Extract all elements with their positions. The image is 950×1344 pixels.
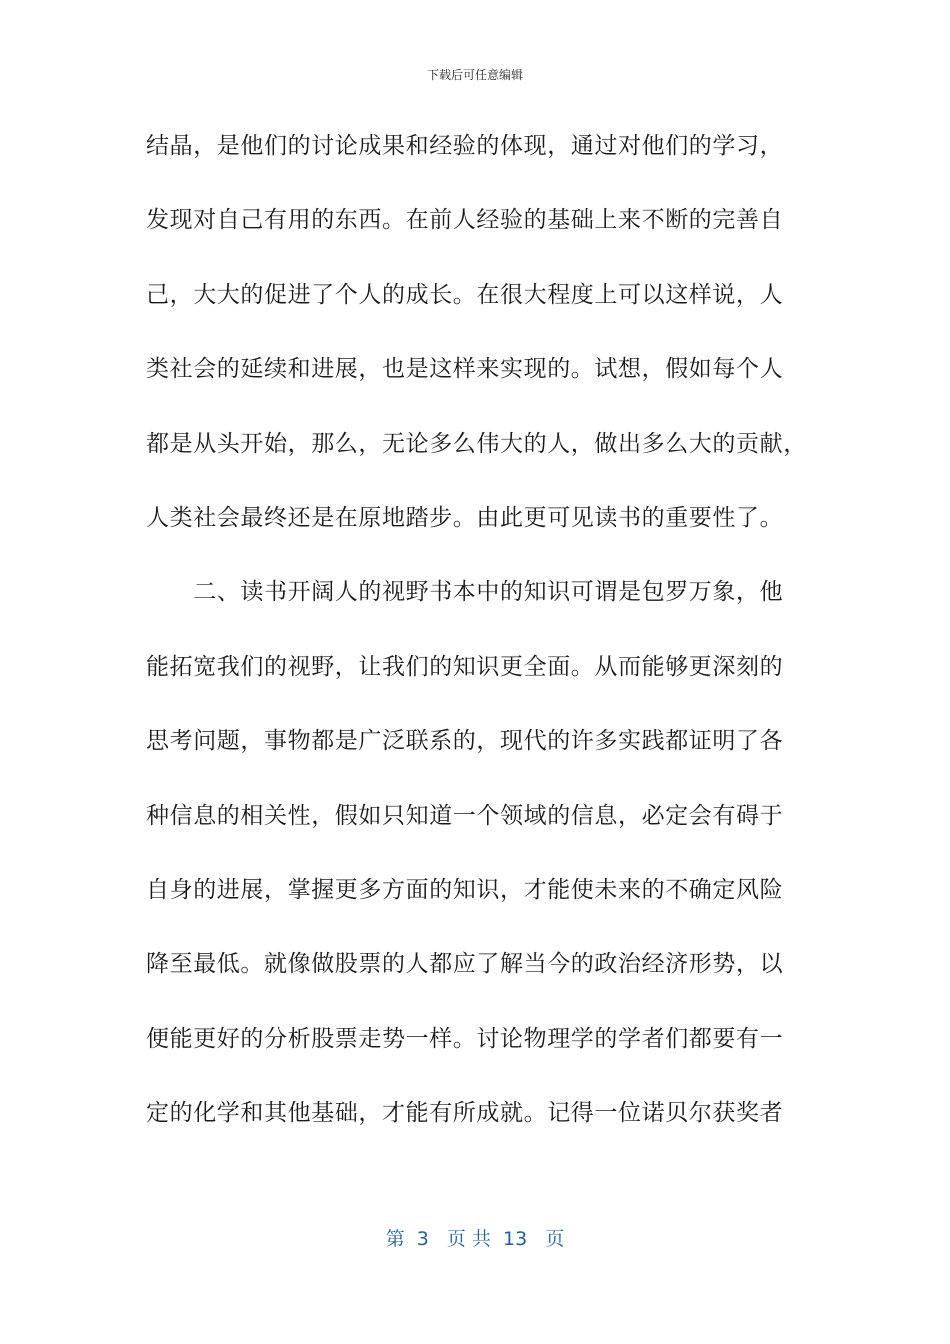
body-text [146, 126, 816, 1167]
page-header: 下载后可任意编辑 [426, 68, 523, 82]
text-line: 自身的进展，掌握更多方面的知识，才能使未来的不确定风险 [146, 876, 784, 903]
text-line: 人类社会最终还是在原地踏步。由此更可见读书的重要性了。 [146, 504, 784, 531]
text-line: 便能更好的分析股票走势一样。讨论物理学的学者们都要有一 [146, 1025, 784, 1052]
text-line: 降至最低。就像做股票的人都应了解当今的政治经济形势，以 [146, 951, 784, 978]
text-line: 己，大大的促进了个人的成长。在很大程度上可以这样说，人 [146, 281, 784, 308]
page-number-footer: 第 3 页 共 13 页 [385, 1228, 565, 1250]
text-line: 结晶，是他们的讨论成果和经验的体现，通过对他们的学习， [146, 133, 784, 159]
text-line: 二、读书开阔人的视野书本中的知识可谓是包罗万象，他 [146, 579, 784, 606]
text-line: 类社会的延续和进展，也是这样来实现的。试想，假如每个人 [146, 356, 784, 383]
text-line: 定的化学和其他基础，才能有所成就。记得一位诺贝尔获奖者 [146, 1100, 784, 1127]
text-line: 种信息的相关性，假如只知道一个领域的信息，必定会有碍于 [146, 802, 784, 829]
text-line: 思考问题，事物都是广泛联系的，现代的许多实践都证明了各 [146, 728, 784, 755]
text-line: 都是从头开始，那么，无论多么伟大的人，做出多么大的贡献， [146, 430, 807, 457]
text-line: 发现对自己有用的东西。在前人经验的基础上来不断的完善自 [146, 207, 784, 234]
text-line: 能拓宽我们的视野，让我们的知识更全面。从而能够更深刻的 [146, 653, 784, 680]
